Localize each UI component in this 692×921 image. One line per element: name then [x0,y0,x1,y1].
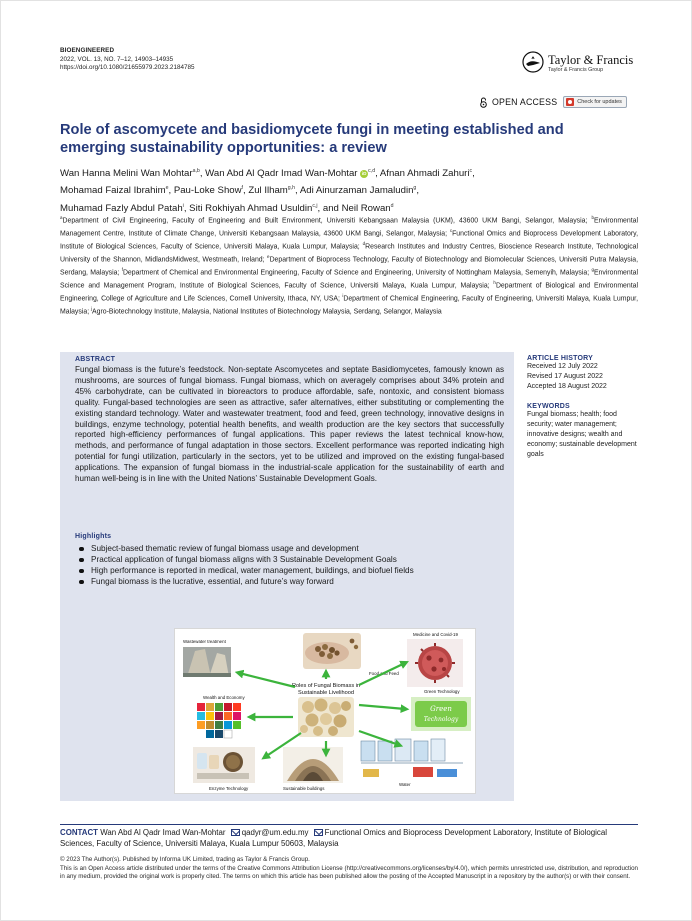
copyright-block [60,856,638,882]
publisher-group: Taylor & Francis Group [548,67,604,73]
affiliation-f: Department of Chemical and Environmental Engineering, Faculty of Science and Engineering, University of Nottingham Malaysia, Semenyih, Malaysia; [122,269,590,277]
check-for-updates-button[interactable] [563,96,627,108]
author-affil-sup: g [413,185,417,192]
figure-center-label-1: Roles of Fungal Biomass in [291,683,361,689]
crossmark-icon [566,98,574,106]
journal-doi-link[interactable]: https://doi.org/10.1080/21655979.2023.2184785 [60,64,195,72]
license-text: This is an Open Access article distributed under the terms of the Creative Commons Attribution License (http://creativecommons.org/licenses/by/4.0/), which permits unrestricted use, distribution, and reproduction in any medium, provided the original work is properly cited. The terms on which this article has been published allow the posting of the Accepted Manuscript in a repository by the author(s) or with their consent. [60,864,638,881]
highlight-item: Subject-based thematic review of fungal biomass usage and development [78,543,498,554]
fungal-biomass-image [298,697,354,737]
journal-volume: 2022, VOL. 13, NO. 7–12, 14903–14935 [60,55,174,63]
contact-label: CONTACT [60,828,98,837]
highlights-list [78,543,498,587]
affiliation-c: Functional Omics and Bioprocess Development Laboratory, Institute of Biological Sciences, Faculty of Science, Universiti Malaya, Kuala Lumpur, Malaysia; [60,230,638,251]
publisher-name: Taylor & Francis [548,53,634,67]
figure-label-water: Water [399,782,411,787]
author-name[interactable]: Pau-Loke Show [173,185,242,197]
open-access-label: OPEN ACCESS [492,97,558,107]
author-name[interactable]: Muhamad Fazly Abdul Patah [60,203,183,215]
article-sidebar [527,355,637,459]
affiliation-e: Department of Bioprocess Technology, Faculty of Biotechnology and Biomolecular Sciences, Universiti Putra Malaysia, Serdang, Malaysia; [60,256,639,277]
address-icon [314,829,323,836]
author-affil-sup: f [241,185,243,192]
orcid-icon[interactable]: iD [361,171,367,177]
contact-address: Functional Omics and Bioprocess Development Laboratory, Institute of Biological Sciences, Faculty of Science, Universiti Malaya, Kuala Lumpur 50603, Malaysia [60,828,607,848]
affiliation-g: Environmental Science and Management Program, Institute of Biological Sciences, Faculty of Science, Universiti Malaya, Kuala Lumpur, Malaysia; [60,269,638,290]
journal-name: BIOENGINEERED [60,47,115,54]
copyright-line: © 2023 The Author(s). Published by Informa UK Limited, trading as Taylor & Francis Group. [60,856,310,863]
affiliation-a: Department of Civil Engineering, Faculty of Engineering and Built Environment, Universiti Kebangsaan Malaysia (UKM), 43600 UKM Bangi, Selangor, Malaysia; [62,217,588,225]
figure-label-wealth: Wealth and Economy [203,695,245,700]
highlight-item: Fungal biomass is the lucrative, essential, and future’s way forward [78,576,498,587]
figure-label-wastewater: Wastewater treatment [183,639,226,644]
author-name[interactable]: Zul Ilham [248,185,288,197]
received-date: Received 12 July 2022 [527,363,598,370]
author-name[interactable]: Adi Ainurzaman Jamaludin [299,185,414,197]
author-affil-sup: c,d [368,168,376,174]
enzyme-technology-image [193,747,255,783]
highlight-item: High performance is reported in medical, water management, buildings, and biofuel fields [78,565,498,576]
figure-label-medicine: Medicine and Covid-19 [413,632,458,637]
graphical-abstract-svg [175,629,476,794]
sdg-grid-image [197,703,241,738]
author-name[interactable]: Afnan Ahmadi Zahuri [379,168,470,180]
abstract-heading: ABSTRACT [75,356,116,363]
author-name[interactable]: Siti Rokhiyah Ahmad Usuldin [189,203,313,215]
virus-image [407,639,463,687]
author-name[interactable]: Neil Rowan [341,203,391,215]
author-affil-sup: d [390,202,394,209]
sustainable-buildings-image [283,747,343,783]
affiliation-h: Department of Biological and Environmental Engineering, College of Agriculture and Life Sciences, Cornell University, Ithaca, NY, USA; [60,282,639,303]
author-name[interactable]: Mohamad Faizal Ibrahim [60,185,166,197]
author-name[interactable]: Wan Hanna Melini Wan Mohtar [60,168,193,180]
open-lock-icon [479,97,488,108]
author-name[interactable]: Wan Abd Al Qadr Imad Wan-Mohtar [205,168,358,180]
figure-label-enzyme: Enzyme Technology [209,786,249,791]
keywords-heading: KEYWORDS [527,403,570,411]
graphical-abstract-figure [174,628,476,794]
affiliation-j: Agro-Biotechnology Institute, Malaysia, National Institutes of Biotechnology Malaysia, Serdang, Selangor, Malaysia [92,308,442,316]
revised-date: Revised 17 August 2022 [527,372,603,380]
affiliation-d: Research Institutes and Industry Centres, Bioscience Research Institute, Technological University of the Shannon, MidlandsMidwest, Westmeath, Ireland; [60,243,639,264]
highlight-item: Practical application of fungal biomass aligns with 3 Sustainable Development Goals [78,554,498,565]
highlights-heading: Highlights [75,533,112,540]
figure-green-sign-1: Green [430,705,452,713]
author-affil-sup: a,b [192,168,200,174]
author-affil-sup: i [182,202,184,209]
figure-label-green: Green Technology [424,689,460,694]
contact-name: Wan Abd Al Qadr Imad Wan-Mohtar [100,828,226,837]
author-affil-sup: c [469,168,473,174]
abstract-text: Fungal biomass is the future’s feedstock. Non-septate Ascomycetes and septate Basidiomycetes, famously known as mushrooms, are sources of fungal biomass. Fungal biomass, which on averagely comprises about 34% protein and 45% carbohydrate, can be cultivated in bioreactors to produce affordable, safe, nontoxic, and consistent biomass quality. Fungal-based technologies are seen as attractive, safer alternatives, either substituting or complementing the existing standard technology. Water and wastewater treatment, food and feed, green technology, innovative designs in buildings, enzyme technology, potential health benefits, and wealth production are the key sectors that successfully reported high-efficiency performances of fungal applications. This paper reviews the latest technical know-how, methods, and performance of fungal adaptation in those sectors. Excellent performance was reported indicating high potential for fungi utilization, particularly in the sectors, yet to be utilized and improved on the existing fungal-based applications. The expansion of fungal biomass in the industrial-scale application for the sustainability of earth and human well-being is in line with the United Nations’ Sustainable Development Goals. [75,365,504,484]
wastewater-image [183,647,231,677]
water-treatment-image [357,733,467,777]
open-access-row [479,95,627,109]
journal-info [60,47,194,73]
email-icon [231,829,240,836]
abstract-box [60,352,514,801]
publisher-lamp-icon [521,51,545,73]
author-list: Wan Hanna Melini Wan Mohtar$^{a,b}$, Wan Abd Al Qadr Imad Wan-Mohtar iD $^{c,d}$, Afnan Ahmadi Zahuri$^c$, Mohamad Faizal Ibrahim$^e$, Pau-Loke Show$^f$, Zul Ilham$^{g,h}$, Adi Ainurzaman Jamaludin$^g$, Muhamad Fazly Abdul Patah$^i$, Siti Rokhiyah Ahmad Usuldin$^{c,j}$, and Neil Rowan$^d$ [60,168,475,215]
affiliation-b: Environmental Management Centre, Institute of Climate Change, Universiti Kebangsaan Malaysia, 43600 UKM Bangi, Selangor, Malaysia; [60,217,638,238]
publisher-logo [521,47,636,77]
contact-divider [60,824,638,825]
keywords-text: Fungal biomass; health; food security; water management; innovative designs; wealth and economy; sustainable development goals [527,411,637,458]
figure-center-label-2: Sustainable Livelihood [298,690,354,696]
arrow-to-wastewater [239,673,295,687]
figure-green-sign-2: Technology [423,716,459,723]
author-affil-sup: g,h [287,185,296,192]
figure-label-food: Food and Feed [369,671,399,676]
affiliations: $^a$Department of Civil Engineering, Faculty of Engineering and Built Environment, Universiti Kebangsaan Malaysia (UKM), 43600 UKM Bangi, Selangor, Malaysia; $^b$Environmental Management Centre, Institute of Climate Change, Universiti Kebangsaan Malaysia, 43600 UKM Bangi, Selangor, Malaysia; $^c$Functional Omics and Bioprocess Development Laboratory, Institute of Biological Sciences, Faculty of Science, Universiti Malaya, Kuala Lumpur, Malaysia; $^d$Research Institutes and Industry Centres, Bioscience Research Institute, Technological University of the Shannon, MidlandsMidwest, Westmeath, Ireland; $^e$Department of Bioprocess Technology, Faculty of Biotechnology and Biomolecular Sciences, Universiti Putra Malaysia, Serdang, Malaysia; $^f$Department of Chemical and Environmental Engineering, Faculty of Science and Engineering, University of Nottingham Malaysia, Semenyih, Malaysia; $^g$Environmental Science and Management Program, Institute of Biological Sciences, Faculty of Science, Universiti Malaya, Kuala Lumpur, Malaysia; $^h$Department of Biological and Environmental Engineering, College of Agriculture and Life Sciences, Cornell University, Ithaca, NY, USA; $^i$Department of Chemical Engineering, Faculty of Engineering, Universiti Malaya, Kuala Lumpur, Malaysia; $^j$Agro-Biotechnology Institute, Malaysia, National Institutes of Biotechnology Malaysia, Serdang, Selangor, Malaysia [60,215,639,316]
article-history-heading: ARTICLE HISTORY [527,355,594,362]
check-for-updates-label: Check for updates [577,99,622,105]
arrow-to-green [359,705,405,709]
figure-label-buildings: Sustainable buildings [283,786,325,791]
accepted-date: Accepted 18 August 2022 [527,382,607,390]
affiliation-i: Department of Chemical Engineering, Faculty of Engineering, Universiti Malaya, Kuala Lumpur, Malaysia; [60,295,639,316]
green-technology-image [411,697,471,731]
author-affil-sup: e [165,185,169,192]
food-feed-image [303,633,361,669]
contact-block [60,828,640,849]
contact-email-link[interactable]: qadyr@um.edu.my [241,828,309,837]
author-affil-sup: c,j [312,202,318,209]
article-title: Role of ascomycete and basidiomycete fungi in meeting established and emerging sustainability opportunities: a review [60,122,564,156]
